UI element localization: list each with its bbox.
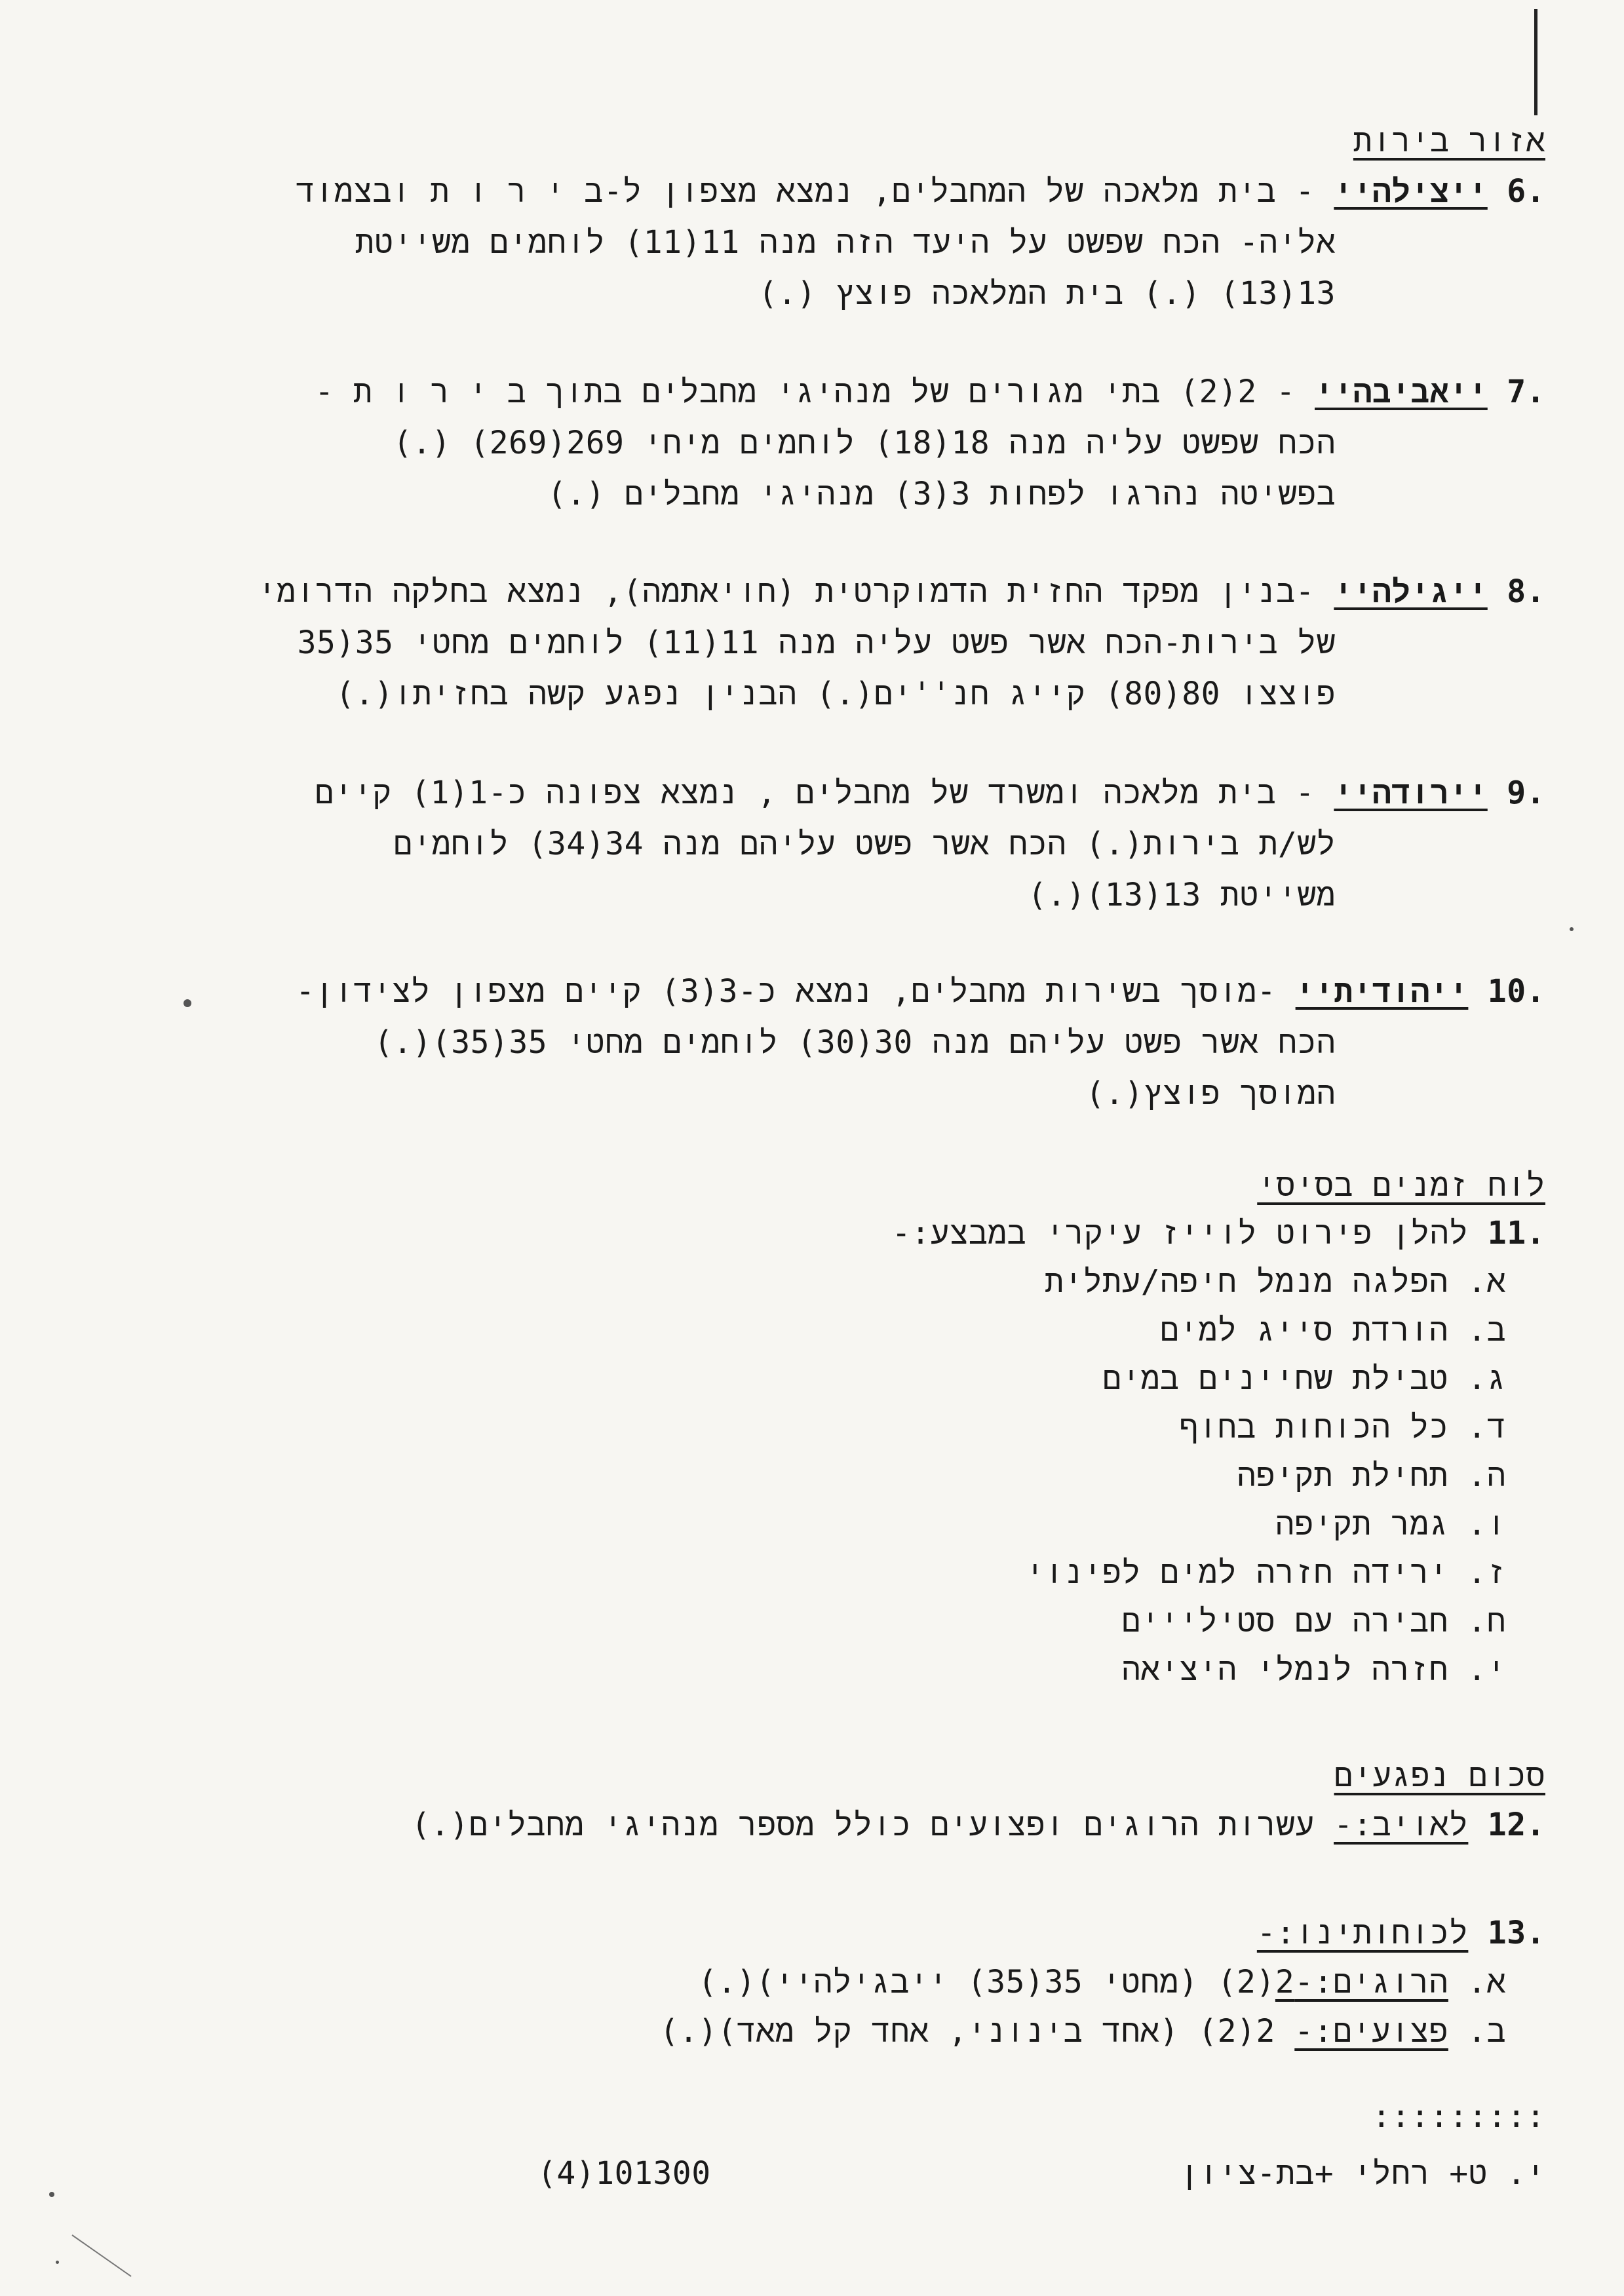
item-label: לאויב:- [1334, 1807, 1469, 1843]
operation-code-name: יירודהיי [1334, 775, 1488, 811]
item-text: -מוסך בשירות מחבלים, נמצא כ-3(3) קיים מצפון לצידון- [296, 973, 1277, 1010]
step-text: גמר תקיפה [1275, 1506, 1448, 1542]
killed-text: (2) (מחטי 35(35) ייבגילהיי)(.) [698, 1964, 1275, 2000]
step-letter: ג. [1467, 1360, 1506, 1397]
operation-code-name: ייהודיתיי [1295, 973, 1469, 1010]
killed-label: הרוגים:-2 [1275, 1964, 1448, 2000]
item-13 [1257, 1913, 1545, 1953]
timetable-step [1237, 1456, 1506, 1495]
item-number: .8 [1507, 573, 1545, 610]
scan-speck [56, 2261, 59, 2264]
wounded-label: פצועים:- [1294, 2013, 1448, 2050]
step-letter: א. [1467, 1263, 1506, 1300]
step-letter: ב. [1467, 1312, 1506, 1349]
item-7-line-1 [315, 372, 1545, 411]
item-10-line-1 [296, 972, 1545, 1011]
step-text: הפלגה מנמל חיפה/עתלית [1045, 1263, 1448, 1300]
timetable-step [1275, 1504, 1506, 1544]
casualties-wounded [660, 2012, 1506, 2051]
operation-code-name: ייגילהיי [1334, 573, 1488, 610]
item-9-line-2: לש/ת בירות(.) הכח אשר פשט עליהם מנה 34(34) לוחמים [393, 826, 1336, 862]
item-text: להלן פירוט לוייז עיקרי במבצע:- [891, 1215, 1469, 1252]
operation-code-name: ייצילהיי [1334, 173, 1488, 210]
item-number: .11 [1487, 1215, 1545, 1252]
timetable-step [1179, 1407, 1506, 1447]
item-number: .12 [1487, 1807, 1545, 1843]
step-text: חזרה לנמלי היציאה [1121, 1651, 1448, 1688]
footer-signature: י. ט+ רחלי +בת-ציון [1180, 2155, 1545, 2192]
item-9-line-1 [315, 773, 1545, 813]
item-6-line-3: 13(13) (.) בית המלאכה פוצץ (.) [758, 275, 1336, 312]
item-8-line-1 [258, 572, 1545, 611]
item-7-line-3: בפשיטה נהרגו לפחות 3(3) מנהיגי מחבלים (.) [547, 476, 1336, 512]
item-7-line-2: הכח שפשט עליה מנה 18(18) לוחמים מיחי 269(269) (.) [393, 425, 1336, 461]
item-number: .6 [1507, 173, 1545, 210]
step-letter: ה. [1467, 1457, 1506, 1494]
item-number: .7 [1507, 373, 1545, 410]
item-number: .10 [1487, 973, 1545, 1010]
timetable-heading: לוח זמנים בסיסי [1257, 1167, 1545, 1204]
footer-reference: (4)101300 [537, 2155, 711, 2192]
item-6-line-2: אליה- הכח שפשט על היעד הזה מנה 11(11) לוחמים משייטת [355, 224, 1336, 261]
step-text: טבילת שחיינים במים [1102, 1360, 1448, 1397]
step-text: הורדת סייג למים [1160, 1312, 1448, 1349]
timetable-step [1122, 1650, 1506, 1689]
timetable-step [1026, 1553, 1506, 1592]
step-letter: ז. [1467, 1554, 1506, 1591]
timetable-step [1102, 1359, 1506, 1398]
step-letter: ח. [1467, 1603, 1506, 1639]
step-letter: ו. [1467, 1506, 1506, 1542]
scan-speck [184, 999, 191, 1007]
item-8-line-2: של בירות-הכח אשר פשט עליה מנה 11(11) לוחמים מחטי 35(35 [297, 624, 1336, 661]
scan-speck [49, 2192, 54, 2197]
operation-code-name: ייאביבהיי [1315, 373, 1488, 410]
item-12 [411, 1805, 1545, 1845]
item-text: - בית מלאכה של המחבלים, נמצא מצפון ל-ב י ר ו ת ובצמוד [296, 173, 1315, 210]
step-letter: י. [1467, 1651, 1506, 1688]
item-text: - 2(2) בתי מגורים של מנהיגי מחבלים בתוך ב י ר ו ת - [315, 373, 1296, 410]
step-letter: א. [1467, 1964, 1506, 2000]
timetable-step [1045, 1262, 1506, 1301]
item-8-line-3: פוצצו 80(80) קייג חנ''ים(.) הבנין נפגע קשה בחזיתו(.) [336, 676, 1336, 712]
item-number: .13 [1487, 1915, 1545, 1951]
item-10-line-3: המוסך פוצץ(.) [1085, 1075, 1336, 1112]
item-6-line-1 [296, 172, 1545, 211]
step-text: ירידה חזרה למים לפינוי [1025, 1554, 1448, 1591]
item-text: - בית מלאכה ומשרד של מחבלים , נמצא צפונה כ-1(1) קיים [315, 775, 1315, 811]
step-text: תחילת תקיפה [1237, 1457, 1448, 1494]
section-heading-beirut: אזור בירות [1353, 123, 1545, 159]
item-text: -בנין מפקד החזית הדמוקרטית (חויאתמה), נמצא בחלקה הדרומי [258, 573, 1315, 610]
item-label: לכוחותינו:- [1256, 1915, 1469, 1951]
scan-scratch [71, 2234, 131, 2277]
timetable-intro [892, 1214, 1545, 1253]
item-text: עשרות הרוגים ופצועים כולל מספר מנהיגי מחבלים(.) [411, 1807, 1315, 1843]
separator: ::::::::: [1372, 2098, 1545, 2135]
item-9-line-3: משייטת 13(13)(.) [1028, 877, 1336, 913]
timetable-step [1160, 1311, 1506, 1350]
step-text: חבירה עם סטילייים [1121, 1603, 1448, 1639]
step-letter: ד. [1467, 1409, 1506, 1445]
step-text: כל הכוחות בחוף [1179, 1409, 1448, 1445]
casualties-heading: סכום נפגעים [1334, 1757, 1545, 1794]
item-number: .9 [1507, 775, 1545, 811]
item-10-line-2: הכח אשר פשט עליהם מנה 30(30) לוחמים מחטי 35(35)(.) [374, 1024, 1336, 1061]
scan-speck [1570, 927, 1574, 931]
timetable-step [1122, 1601, 1506, 1641]
casualties-killed [698, 1962, 1506, 2002]
margin-bar [1534, 9, 1537, 115]
step-letter: ב. [1467, 2013, 1506, 2050]
wounded-text: 2(2) (אחד בינוני, אחד קל מאד)(.) [659, 2013, 1275, 2050]
